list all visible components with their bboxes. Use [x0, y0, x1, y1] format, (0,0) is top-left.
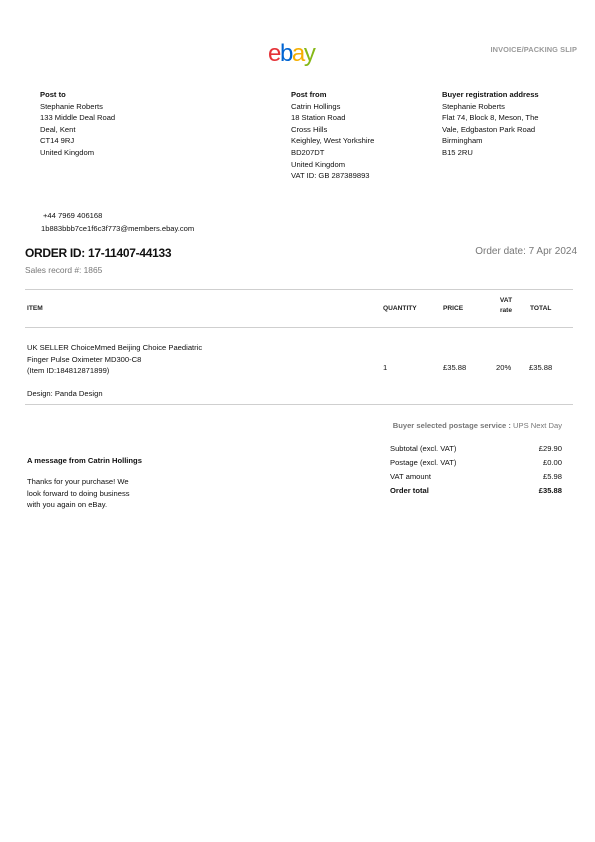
document-title: INVOICE/PACKING SLIP	[490, 45, 577, 54]
col-header-vat-rate	[493, 296, 519, 316]
seller-message-line: with you again on eBay.	[27, 500, 108, 510]
buyer-registration-line: B15 2RU	[442, 147, 473, 157]
ebay-logo	[268, 40, 314, 68]
buyer-registration-line: Vale, Edgbaston Park Road	[442, 124, 536, 134]
vat-amount-row	[390, 471, 562, 483]
post-from-heading: Post from	[291, 90, 327, 99]
item-id: (Item ID:184812871899)	[27, 366, 110, 376]
post-to-line: Stephanie Roberts	[40, 101, 103, 111]
postage-label: Postage (excl. VAT)	[390, 458, 457, 467]
item-vat-rate: 20%	[496, 363, 512, 372]
buyer-registration-heading: Buyer registration address	[442, 90, 539, 99]
buyer-registration-line: Flat 74, Block 8, Meson, The	[442, 113, 539, 123]
col-header-vat-rate-line1: VAT	[499, 297, 513, 304]
logo-letter-e: e	[268, 40, 280, 67]
order-total-value: £35.88	[538, 486, 562, 495]
sales-record: Sales record #: 1865	[25, 265, 103, 275]
post-to-block	[40, 89, 220, 159]
col-header-vat-rate-line2: rate	[499, 307, 513, 314]
logo-letter-y: y	[303, 40, 315, 67]
post-from-line: BD207DT	[291, 147, 325, 157]
table-header-divider	[25, 327, 573, 328]
col-header-price: PRICE	[443, 305, 464, 312]
post-from-block	[291, 89, 431, 182]
item-quantity: 1	[383, 363, 388, 372]
postage-service	[320, 420, 562, 432]
seller-message-heading: A message from Catrin Hollings	[27, 456, 142, 465]
postage-service-label: Buyer selected postage service :	[392, 421, 511, 430]
subtotal-label: Subtotal (excl. VAT)	[390, 444, 457, 453]
subtotal-row	[390, 443, 562, 455]
table-top-divider	[25, 289, 573, 290]
order-id: ORDER ID: 17-11407-44133	[25, 246, 172, 260]
order-date: Order date: 7 Apr 2024	[475, 246, 577, 257]
buyer-email: 1b883bbb7ce1f6c3f773@members.ebay.com	[41, 224, 195, 233]
seller-message-line: Thanks for your purchase! We	[27, 477, 129, 486]
col-header-total: TOTAL	[530, 305, 552, 312]
post-from-line: Cross Hills	[291, 124, 328, 134]
post-from-line: United Kingdom	[291, 159, 346, 169]
buyer-registration-line: Stephanie Roberts	[442, 101, 505, 111]
post-from-line: Keighley, West Yorkshire	[291, 136, 375, 146]
post-from-line: Catrin Hollings	[291, 101, 341, 111]
vat-amount-value: £5.98	[542, 472, 562, 481]
post-to-line: 133 Middle Deal Road	[40, 113, 116, 123]
logo-letter-b: b	[279, 40, 292, 67]
buyer-registration-block	[442, 89, 582, 159]
item-price: £35.88	[443, 363, 467, 372]
col-header-quantity: QUANTITY	[383, 305, 417, 312]
item-total: £35.88	[529, 363, 553, 372]
seller-message	[27, 476, 197, 511]
seller-message-line: look forward to doing business	[27, 488, 130, 498]
post-to-line: Deal, Kent	[40, 124, 76, 134]
vat-amount-label: VAT amount	[390, 472, 431, 481]
post-to-heading: Post to	[40, 90, 66, 99]
post-from-line: 18 Station Road	[291, 113, 346, 123]
order-total-label: Order total	[390, 486, 429, 495]
item-title-line: UK SELLER ChoiceMmed Beijing Choice Paediatric	[27, 343, 203, 352]
vat-id: VAT ID: GB 287389893	[291, 171, 370, 181]
post-to-line: CT14 9RJ	[40, 136, 75, 146]
subtotal-value: £29.90	[538, 444, 562, 453]
item-title-line: Finger Pulse Oximeter MD300-C8	[27, 354, 142, 364]
table-row	[27, 342, 327, 377]
buyer-registration-line: Birmingham	[442, 136, 483, 146]
order-total-row	[390, 485, 562, 497]
buyer-phone: +44 7969 406168	[43, 211, 103, 220]
postage-row	[390, 457, 562, 469]
post-to-line: United Kingdom	[40, 147, 95, 157]
postage-value: £0.00	[542, 458, 562, 467]
col-header-item: ITEM	[27, 305, 43, 312]
postage-service-value: UPS Next Day	[513, 421, 562, 430]
table-bottom-divider	[25, 404, 573, 405]
logo-letter-a: a	[291, 40, 304, 67]
item-design: Design: Panda Design	[27, 389, 103, 398]
